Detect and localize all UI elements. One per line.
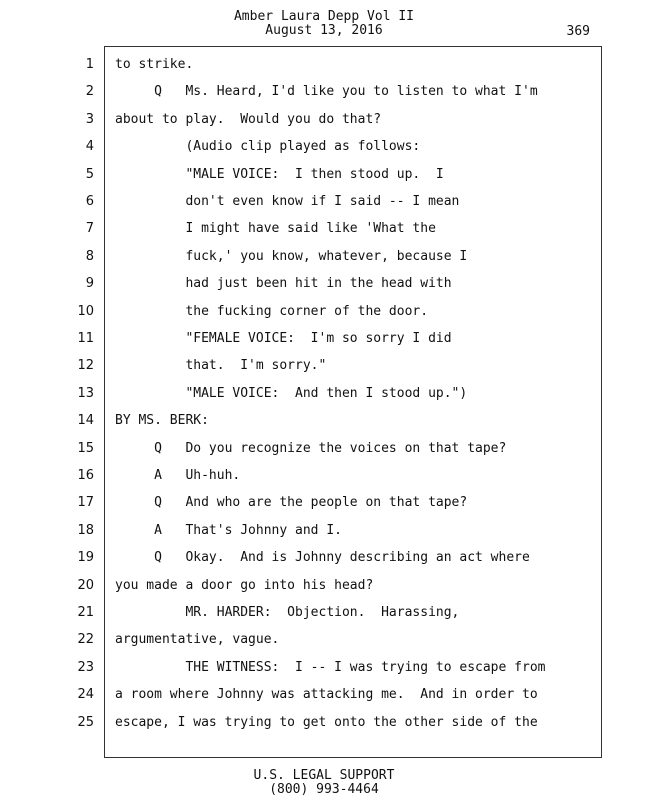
line-text: don't even know if I said -- I mean	[115, 194, 460, 209]
line-number: 5	[85, 167, 94, 182]
line-text: MR. HARDER: Objection. Harassing,	[115, 605, 460, 620]
line-number: 22	[77, 632, 94, 647]
line-text: argumentative, vague.	[115, 632, 280, 647]
line-number: 4	[85, 139, 94, 154]
line-text: fuck,' you know, whatever, because I	[115, 249, 468, 264]
line-text: that. I'm sorry."	[115, 358, 327, 373]
page-header	[0, 10, 648, 38]
line-text: about to play. Would you do that?	[115, 112, 382, 127]
line-text: "MALE VOICE: I then stood up. I	[115, 167, 444, 182]
line-number: 25	[77, 715, 94, 730]
line-number: 8	[85, 249, 94, 264]
line-text: Q And who are the people on that tape?	[115, 495, 468, 510]
line-text: "MALE VOICE: And then I stood up.")	[115, 386, 468, 401]
page-footer	[0, 769, 648, 797]
line-text: had just been hit in the head with	[115, 276, 452, 291]
line-text: "FEMALE VOICE: I'm so sorry I did	[115, 331, 452, 346]
page-number: 369	[566, 24, 590, 39]
line-number: 13	[77, 386, 94, 401]
line-text: Q Ms. Heard, I'd like you to listen to what I'm	[115, 84, 538, 99]
line-number: 12	[77, 358, 94, 373]
line-text: (Audio clip played as follows:	[115, 139, 421, 154]
line-number: 3	[85, 112, 94, 127]
line-number: 2	[85, 84, 94, 99]
line-number: 15	[77, 441, 94, 456]
line-text: you made a door go into his head?	[115, 578, 374, 593]
line-text: a room where Johnny was attacking me. And in order to	[115, 687, 538, 702]
line-text: A That's Johnny and I.	[115, 523, 342, 538]
line-number: 11	[77, 331, 94, 346]
line-number: 17	[77, 495, 94, 510]
transcript-date: August 13, 2016	[265, 23, 383, 38]
line-number: 21	[77, 605, 94, 620]
line-number: 18	[77, 523, 94, 538]
line-number: 14	[77, 413, 94, 428]
line-number: 9	[85, 276, 94, 291]
transcript-title: Amber Laura Depp Vol II	[233, 9, 414, 24]
line-number: 19	[77, 550, 94, 565]
line-number: 6	[85, 194, 94, 209]
line-text: THE WITNESS: I -- I was trying to escape from	[115, 660, 546, 675]
line-text: BY MS. BERK:	[115, 413, 209, 428]
line-text: A Uh-huh.	[115, 468, 241, 483]
line-text: I might have said like 'What the	[115, 221, 436, 236]
line-text: the fucking corner of the door.	[115, 304, 429, 319]
line-text: escape, I was trying to get onto the other side of the	[115, 715, 538, 730]
line-number: 7	[85, 221, 94, 236]
line-text: Q Okay. And is Johnny describing an act where	[115, 550, 530, 565]
line-text: Q Do you recognize the voices on that tape?	[115, 441, 507, 456]
footer-phone: (800) 993-4464	[269, 782, 379, 797]
line-text: to strike.	[115, 57, 194, 72]
line-number: 23	[77, 660, 94, 675]
line-number: 16	[77, 468, 94, 483]
line-number: 10	[77, 304, 94, 319]
footer-company: U.S. LEGAL SUPPORT	[253, 768, 395, 783]
line-number: 20	[77, 578, 94, 593]
line-number: 24	[77, 687, 94, 702]
line-number: 1	[85, 57, 94, 72]
